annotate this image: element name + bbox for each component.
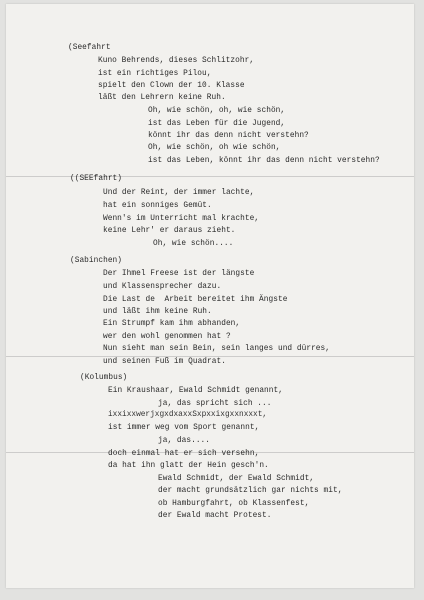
text-line: ist immer weg vom Sport genannt,: [108, 424, 260, 432]
text-line: Kuno Behrends, dieses Schlitzohr,: [98, 57, 255, 65]
text-line: und läßt ihm keine Ruh.: [103, 308, 212, 316]
text-line: Ein Strumpf kam ihm abhanden,: [103, 320, 241, 328]
struck-out-line: ixxixxwerjxgxdxaxxSxpxxixgxxnxxxt,: [108, 411, 268, 419]
text-line: Ewald Schmidt, der Ewald Schmidt,: [158, 475, 315, 483]
text-line: Wenn's im Unterricht mal krachte,: [103, 215, 260, 223]
text-line: der macht grundsätzlich gar nichts mit,: [158, 487, 343, 495]
text-line: (Seefahrt: [68, 44, 111, 52]
text-line: wer den wohl genommen hat ?: [103, 333, 231, 341]
text-line: keine Lehr' er daraus zieht.: [103, 227, 236, 235]
text-line: ist das Leben, könnt ihr das denn nicht verstehn?: [148, 157, 380, 165]
text-line: ja, das spricht sich ...: [158, 400, 272, 408]
text-line: doch einmal hat er sich versehn,: [108, 450, 260, 458]
paper-fold-line: [6, 176, 414, 177]
text-line: ist ein richtiges Pilou,: [98, 70, 212, 78]
text-line: ja, das....: [158, 437, 211, 445]
text-line: könnt ihr das denn nicht verstehn?: [148, 132, 309, 140]
text-line: Oh, wie schön, oh wie schön,: [148, 144, 281, 152]
text-line: hat ein sonniges Gemüt.: [103, 202, 212, 210]
text-line: spielt den Clown der 10. Klasse: [98, 82, 245, 90]
text-line: ist das Leben für die Jugend,: [148, 120, 286, 128]
text-line: Und der Reint, der immer lachte,: [103, 189, 255, 197]
text-line: und Klassensprecher dazu.: [103, 283, 222, 291]
text-line: ((SEEfahrt): [70, 175, 123, 183]
text-line: Ein Kraushaar, Ewald Schmidt genannt,: [108, 387, 283, 395]
text-line: Der Ihmel Freese ist der längste: [103, 270, 255, 278]
text-line: läßt den Lehrern keine Ruh.: [98, 94, 226, 102]
text-line: (Kolumbus): [80, 374, 128, 382]
text-line: der Ewald macht Protest.: [158, 512, 272, 520]
text-line: (Sabinchen): [70, 257, 123, 265]
text-line: Die Last de Arbeit bereitet ihm Ängste: [103, 296, 288, 304]
text-line: ob Hamburgfahrt, ob Klassenfest,: [158, 500, 310, 508]
text-line: Oh, wie schön....: [153, 240, 234, 248]
text-line: da hat ihn glatt der Hein gesch'n.: [108, 462, 269, 470]
text-line: und seinen Fuß im Quadrat.: [103, 358, 226, 366]
text-line: Oh, wie schön, oh, wie schön,: [148, 107, 286, 115]
text-line: Nun sieht man sein Bein, sein langes und dürres,: [103, 345, 330, 353]
